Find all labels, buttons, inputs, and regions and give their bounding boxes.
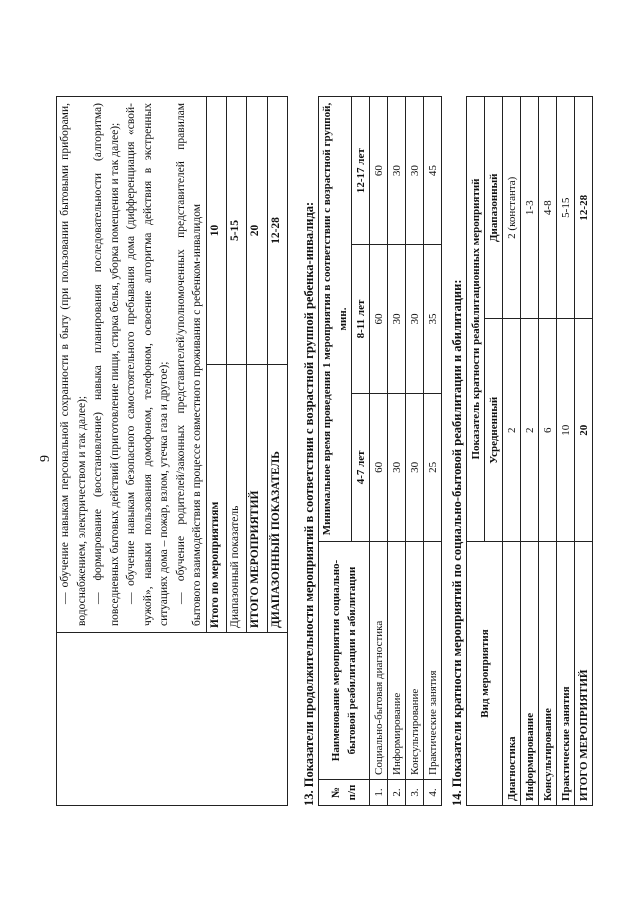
row-name: Практические занятия: [424, 542, 442, 780]
row-value: 30: [406, 393, 424, 541]
row-name: ИТОГО МЕРОПРИЯТИЙ: [575, 542, 593, 806]
row-name: Консультирование: [539, 542, 557, 806]
table-row: [388, 97, 406, 806]
sub-header-average: Усредненный: [485, 319, 503, 542]
row-value: 30: [406, 97, 424, 245]
table-row: [521, 97, 539, 806]
row-value: 30: [388, 97, 406, 245]
summary-value: 20: [247, 97, 267, 365]
row-average: 6: [539, 319, 557, 542]
row-range: 1-3: [521, 97, 539, 320]
sub-header-range: Диапазонный: [485, 97, 503, 320]
summary-value: 5-15: [226, 97, 246, 365]
table-row: [370, 97, 388, 806]
row-number: 3.: [406, 780, 424, 806]
col-number-header: № п/п: [319, 780, 370, 806]
summary-value: 10: [206, 97, 226, 365]
summary-label: ДИАПАЗОННЫЙ ПОКАЗАТЕЛЬ: [267, 365, 287, 633]
row-name: Практические занятия: [557, 542, 575, 806]
table-row: [503, 97, 521, 806]
activities-continuation-table: [56, 96, 288, 806]
age-header: 12-17 лет: [352, 97, 370, 245]
summary-value: 12-28: [267, 97, 287, 365]
row-average: 2: [503, 319, 521, 542]
table-row: [557, 97, 575, 806]
row-range: 4-8: [539, 97, 557, 320]
row-range: 12-28: [575, 97, 593, 320]
table-row: [539, 97, 557, 806]
page-number: 9: [38, 455, 53, 462]
row-range: 5-15: [557, 97, 575, 320]
summary-label: Диапазонный показатель: [226, 365, 246, 633]
row-name: Консультирование: [406, 542, 424, 780]
col-kind-header: Вид мероприятия: [467, 542, 503, 806]
row-number: 2.: [388, 780, 406, 806]
section-13-title: 13. Показатели продолжительности мероприятий в соответствии с возрастной группой ребенка-инвалида:: [302, 201, 316, 806]
row-average: 2: [521, 319, 539, 542]
row-value: 30: [406, 245, 424, 393]
activity-item: — формирование (восстановление) навыка планирования последовательности (алгоритма) повседневных бытовых действий (приготовление пищи, стирка белья, уборка помещения и так далее);: [92, 103, 121, 626]
row-value: 35: [424, 245, 442, 393]
row-number: 4.: [424, 780, 442, 806]
age-header: 8-11 лет: [352, 245, 370, 393]
activity-description: [57, 97, 207, 633]
activity-item: — обучение родителей/законных представителей/уполномоченных представителей правилам бытового взаимодействия в процессе совместного проживания с ребенком-инвалидом: [174, 103, 203, 626]
row-average: 20: [575, 319, 593, 542]
row-number: 1.: [370, 780, 388, 806]
row-name: Диагностика: [503, 542, 521, 806]
table-row: [424, 97, 442, 806]
empty-cell: [57, 633, 288, 806]
duration-table: [318, 96, 442, 806]
age-header: 4-7 лет: [352, 393, 370, 541]
summary-label: ИТОГО МЕРОПРИЯТИЙ: [247, 365, 267, 633]
row-value: 30: [388, 245, 406, 393]
summary-label: Итого по мероприятиям: [206, 365, 226, 633]
row-name: Социально-бытовая диагностика: [370, 542, 388, 780]
row-value: 30: [388, 393, 406, 541]
row-average: 10: [557, 319, 575, 542]
row-value: 60: [370, 245, 388, 393]
row-range: 2 (константа): [503, 97, 521, 320]
table-row: [406, 97, 424, 806]
row-value: 60: [370, 393, 388, 541]
row-value: 25: [424, 393, 442, 541]
row-name: Информирование: [521, 542, 539, 806]
activity-item: — обучение навыкам безопасного самостоятельного пребывания дома (дифференциация «свой-чужой», навыки пользования домофоном, телефоном, освоение алгоритма действия в экстренных ситуациях дома – пожар, взлом, утечка газа и другое);: [125, 103, 170, 626]
col-group-header: Минимальное время проведения 1 мероприятия в соответствии с возрастной группой, мин.: [319, 97, 352, 542]
frequency-table: [466, 96, 593, 806]
col-name-header: Наименование мероприятия социально-бытовой реабилитации и абилитации: [319, 542, 370, 780]
row-value: 45: [424, 97, 442, 245]
activity-item: — обучение навыкам персональной сохранности в быту (при пользовании бытовыми приборами, водоснабжением, электричеством и так далее);: [59, 103, 88, 626]
table-row-total: [575, 97, 593, 806]
section-14-title: 14. Показатели кратности мероприятий по социально-бытовой реабилитации и абилитации:: [450, 279, 464, 806]
row-name: Информирование: [388, 542, 406, 780]
row-value: 60: [370, 97, 388, 245]
col-group-header: Показатель кратности реабилитационных мероприятий: [467, 97, 485, 542]
